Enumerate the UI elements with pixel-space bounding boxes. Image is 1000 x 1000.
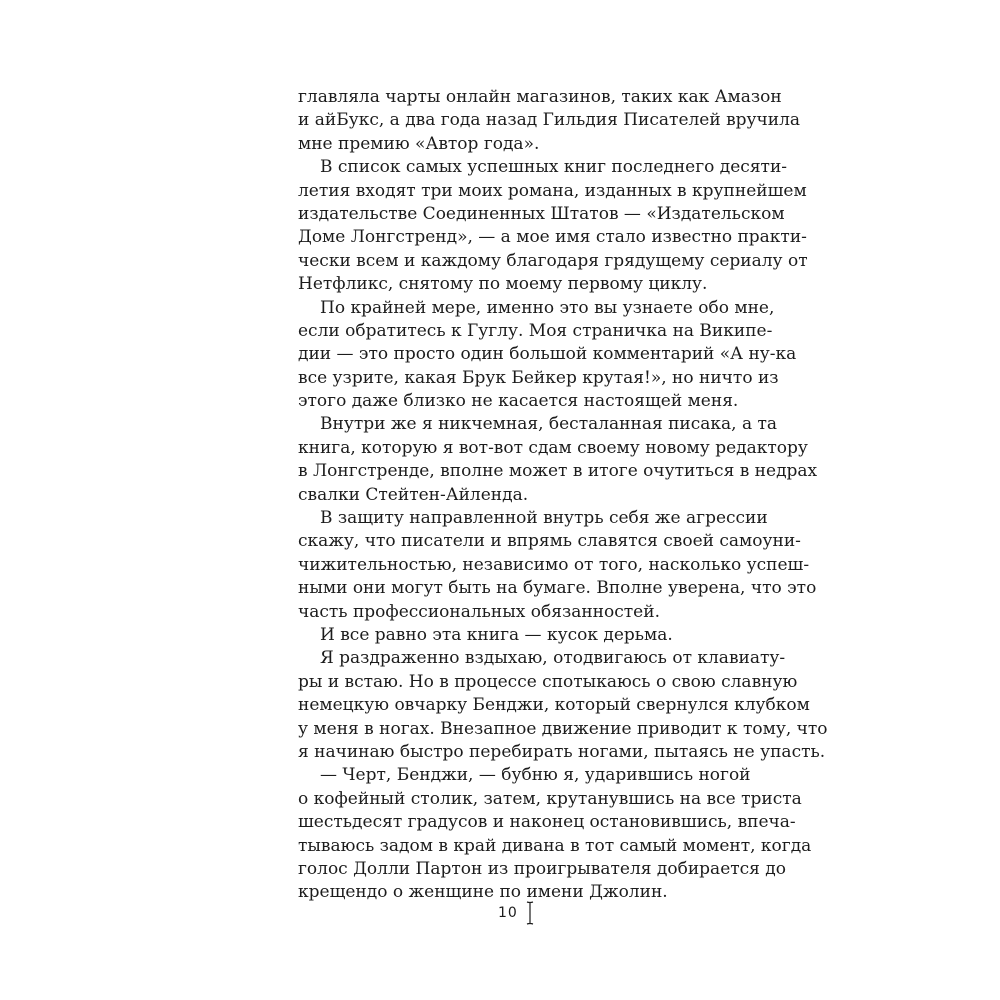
text-line: часть профессиональных обязанностей. (298, 601, 660, 622)
text-line: Внутри же я никчемная, бесталанная писака, а та (320, 414, 778, 435)
page-ornament-icon (526, 900, 534, 926)
text-line: И все равно эта книга — кусок дерьма. (320, 624, 673, 645)
text-line: В защиту направленной внутрь себя же агрессии (320, 508, 768, 529)
text-line: чижительностью, независимо от того, насколько успеш- (298, 554, 810, 575)
text-line: издательстве Соединенных Штатов — «Издательском (298, 203, 785, 224)
text-line: — Черт, Бенджи, — бубню я, ударившись ногой (320, 765, 751, 786)
text-line: ры и встаю. Но в процессе спотыкаюсь о свою славную (298, 671, 798, 692)
body-text (298, 86, 828, 905)
text-line: чески всем и каждому благодаря грядущему сериалу от (298, 250, 808, 271)
text-line: я начинаю быстро перебирать ногами, пытаясь не упасть. (298, 741, 826, 762)
page-number: 10 (498, 905, 518, 921)
text-line: ными они могут быть на бумаге. Вполне уверена, что это (298, 578, 817, 599)
text-line: голос Долли Партон из проигрывателя добирается до (298, 858, 787, 879)
page-footer (498, 898, 534, 928)
text-line: Нетфликс, снятому по моему первому циклу. (298, 274, 708, 295)
text-line: немецкую овчарку Бенджи, который свернулся клубком (298, 695, 810, 716)
text-line: и айБукс, а два года назад Гильдия Писателей вручила (298, 110, 801, 131)
text-line: мне премию «Автор года». (298, 133, 540, 154)
text-line: книга, которую я вот-вот сдам своему новому редактору (298, 437, 808, 458)
text-line: тываюсь задом в край дивана в тот самый момент, когда (298, 835, 812, 856)
text-line: По крайней мере, именно это вы узнаете обо мне, (320, 297, 775, 318)
text-line: дии — это просто один большой комментарий «А ну-ка (298, 344, 797, 365)
text-line: о кофейный столик, затем, крутанувшись на все триста (298, 788, 802, 809)
text-line: летия входят три моих романа, изданных в крупнейшем (298, 180, 807, 201)
text-line: если обратитесь к Гуглу. Моя страничка на Википе- (298, 320, 773, 341)
text-line: скажу, что писатели и впрямь славятся своей самоуни- (298, 531, 801, 552)
text-line: шестьдесят градусов и наконец остановившись, впеча- (298, 812, 796, 833)
text-line: Я раздраженно вздыхаю, отодвигаюсь от клавиату- (320, 648, 786, 669)
text-line: у меня в ногах. Внезапное движение приводит к тому, что (298, 718, 828, 739)
text-line: в Лонгстренде, вполне может в итоге очутиться в недрах (298, 461, 818, 482)
text-line: все узрите, какая Брук Бейкер крутая!», но ничто из (298, 367, 779, 388)
text-line: этого даже близко не касается настоящей меня. (298, 391, 739, 412)
text-line: главляла чарты онлайн магазинов, таких как Амазон (298, 87, 782, 107)
text-line: свалки Стейтен-Айленда. (298, 484, 529, 505)
text-line: В список самых успешных книг последнего десяти- (320, 157, 788, 178)
text-line: крещендо о женщине по имени Джолин. (298, 882, 668, 903)
text-line: Доме Лонгстренд», — а мое имя стало известно практи- (298, 227, 807, 248)
